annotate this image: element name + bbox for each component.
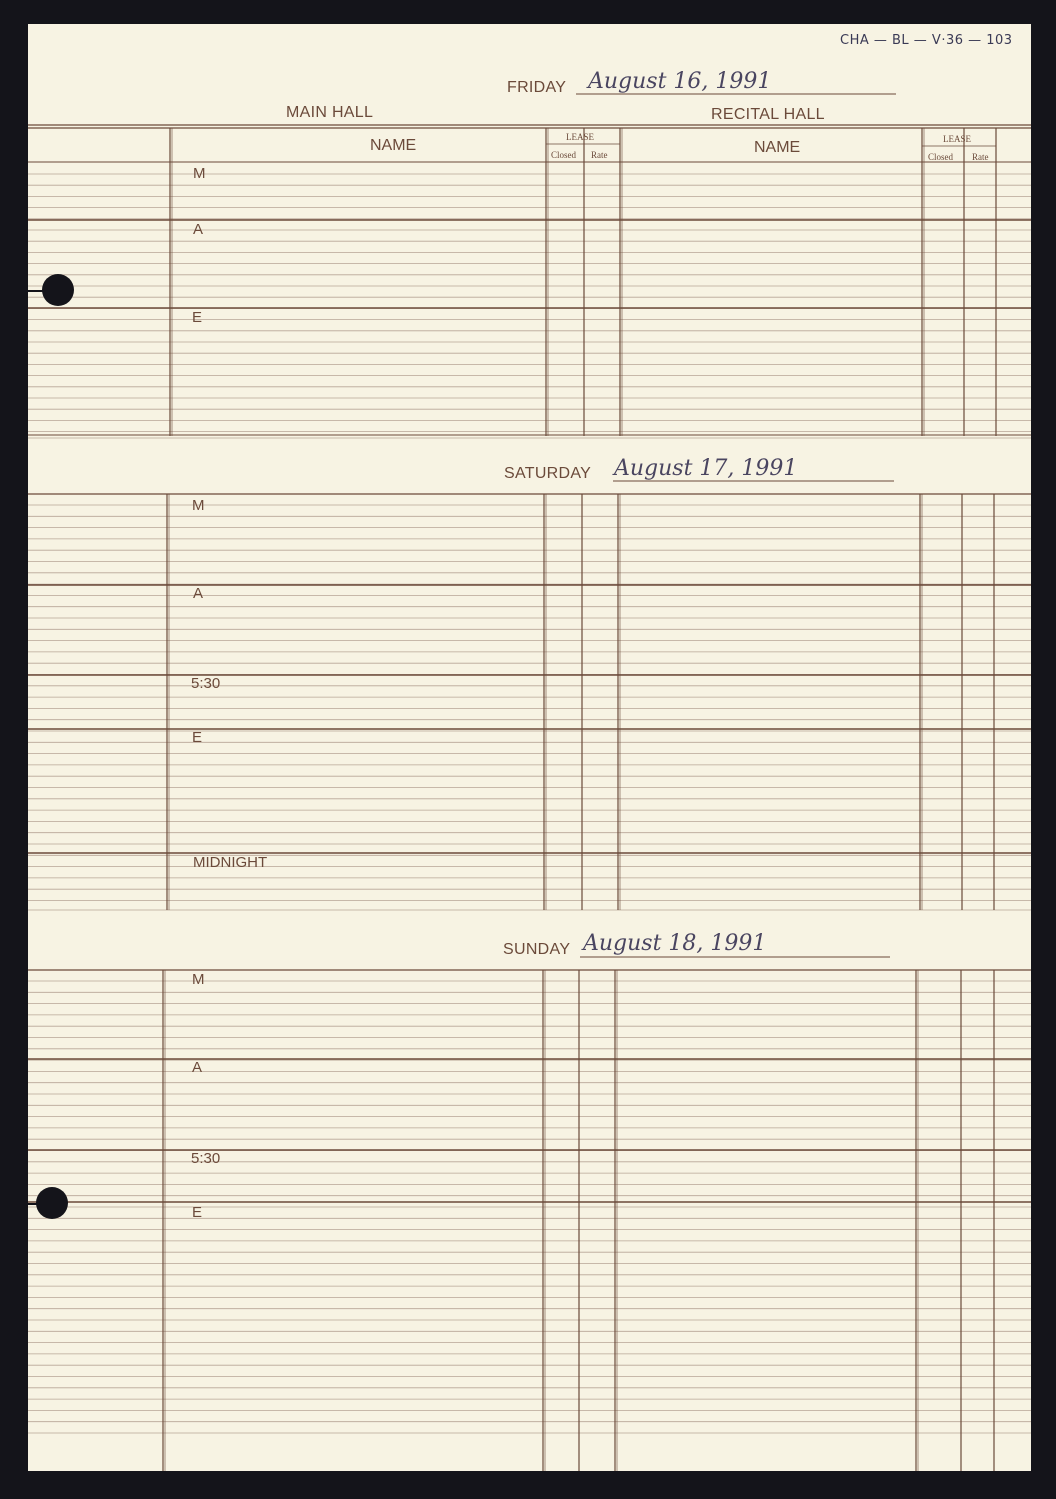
day-title-friday: FRIDAY [507, 79, 567, 96]
recital-rate-header: Rate [972, 152, 989, 162]
saturday-label-morning: M [192, 497, 205, 514]
main-rate-header: Rate [591, 150, 608, 160]
date-sunday-handwritten: August 18, 1991 [583, 931, 767, 956]
saturday-label-evening: E [192, 729, 203, 746]
main-hall-name-header: NAME [370, 137, 417, 154]
saturday-label-530: 5:30 [191, 675, 221, 692]
sunday-label-morning: M [192, 971, 205, 988]
main-lease-header: LEASE [566, 132, 594, 142]
binder-hole-bottom [36, 1187, 68, 1219]
ledger-ruling [28, 24, 1031, 1471]
sunday-label-afternoon: A [192, 1059, 203, 1076]
main-closed-header: Closed [551, 150, 577, 160]
saturday-label-midnight: MIDNIGHT [193, 854, 268, 871]
binder-hole-top [42, 274, 74, 306]
recital-lease-header: LEASE [943, 134, 971, 144]
date-saturday-handwritten: August 17, 1991 [614, 456, 798, 481]
reference-number: CHA — BL — V·36 — 103 [840, 33, 1013, 48]
friday-label-evening: E [192, 309, 203, 326]
day-title-saturday: SATURDAY [504, 465, 592, 482]
recital-hall-name-header: NAME [754, 139, 801, 156]
recital-closed-header: Closed [928, 152, 954, 162]
ledger-sheet [28, 24, 1031, 1471]
friday-label-morning: M [193, 165, 206, 182]
saturday-label-afternoon: A [193, 585, 204, 602]
recital-hall-heading: RECITAL HALL [711, 106, 825, 123]
sunday-label-evening: E [192, 1204, 203, 1221]
main-hall-heading: MAIN HALL [286, 104, 374, 121]
sunday-label-530: 5:30 [191, 1150, 221, 1167]
day-title-sunday: SUNDAY [503, 941, 571, 958]
date-friday-handwritten: August 16, 1991 [588, 69, 772, 94]
friday-label-afternoon: A [193, 221, 204, 238]
